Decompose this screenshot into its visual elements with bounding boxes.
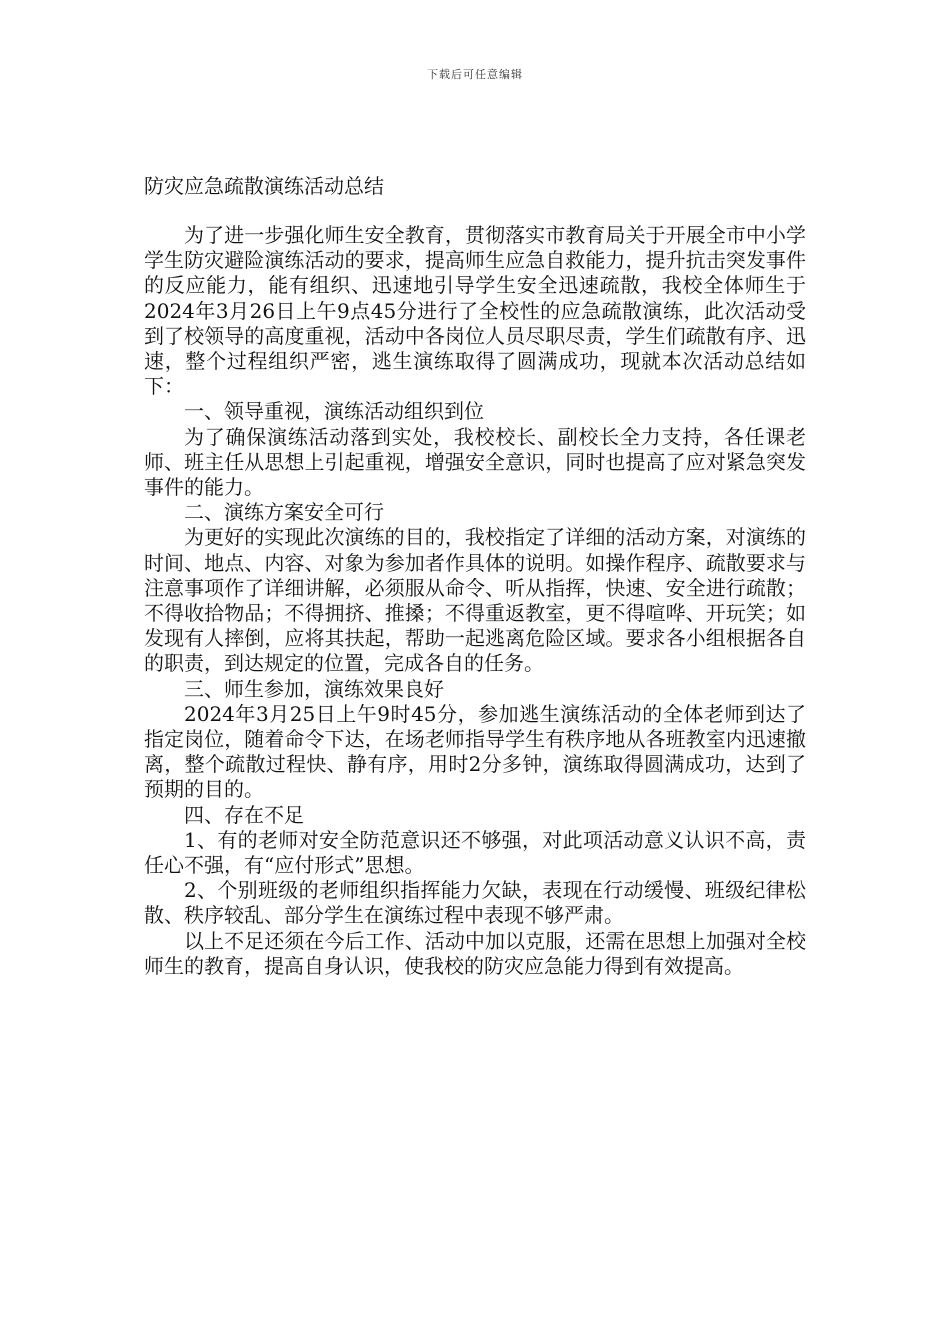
paragraph-section-1: 为了确保演练活动落到实处，我校校长、副校长全力支持，各任课老师、班主任从思想上引起重视，增强安全意识，同时也提高了应对紧急突发事件的能力。 bbox=[144, 424, 806, 500]
document-title: 防灾应急疏散演练活动总结 bbox=[144, 174, 384, 198]
page-header-note: 下载后可任意编辑 bbox=[427, 68, 523, 81]
section-heading-3: 三、师生参加，演练效果良好 bbox=[184, 676, 444, 701]
section-heading-4: 四、存在不足 bbox=[184, 802, 304, 827]
section-heading-1: 一、领导重视，演练活动组织到位 bbox=[184, 399, 484, 424]
paragraph-intro: 为了进一步强化师生安全教育，贯彻落实市教育局关于开展全市中小学学生防灾避险演练活动的要求，提高师生应急自救能力，提升抗击突发事件的反应能力，能有组织、迅速地引导学生安全迅速疏散，我校全体师生于2024年3月26日上午9点45分进行了全校性的应急疏散演练，此次活动受到了校领导的高度重视，活动中各岗位人员尽职尽责，学生们疏散有序、迅速，整个过程组织严密，逃生演练取得了圆满成功，现就本次活动总结如下： bbox=[144, 223, 806, 399]
paragraph-section-3: 2024年3月25日上午9时45分，参加逃生演练活动的全体老师到达了指定岗位，随着命令下达，在场老师指导学生有秩序地从各班教室内迅速撤离，整个疏散过程快、静有序，用时2分多钟，演练取得圆满成功，达到了预期的目的。 bbox=[144, 701, 806, 802]
paragraph-section-2: 为更好的实现此次演练的目的，我校指定了详细的活动方案，对演练的时间、地点、内容、对象为参加者作具体的说明。如操作程序、疏散要求与注意事项作了详细讲解，必须服从命令、听从指挥，快速、安全进行疏散；不得收拾物品；不得拥挤、推搡；不得重返教室，更不得喧哗、开玩笑；如发现有人摔倒，应将其扶起，帮助一起逃离危险区域。要求各小组根据各自的职责，到达规定的位置，完成各自的任务。 bbox=[144, 525, 806, 676]
paragraph-shortcoming-1: 1、有的老师对安全防范意识还不够强，对此项活动意义认识不高，责任心不强，有“应付形式”思想。 bbox=[144, 827, 806, 878]
paragraph-shortcoming-2: 2、个别班级的老师组织指挥能力欠缺，表现在行动缓慢、班级纪律松散、秩序较乱、部分学生在演练过程中表现不够严肃。 bbox=[144, 878, 806, 928]
document-body bbox=[144, 223, 806, 979]
section-heading-2: 二、演练方案安全可行 bbox=[184, 500, 384, 525]
paragraph-conclusion: 以上不足还须在今后工作、活动中加以克服，还需在思想上加强对全校师生的教育，提高自身认识，使我校的防灾应急能力得到有效提高。 bbox=[144, 928, 806, 978]
